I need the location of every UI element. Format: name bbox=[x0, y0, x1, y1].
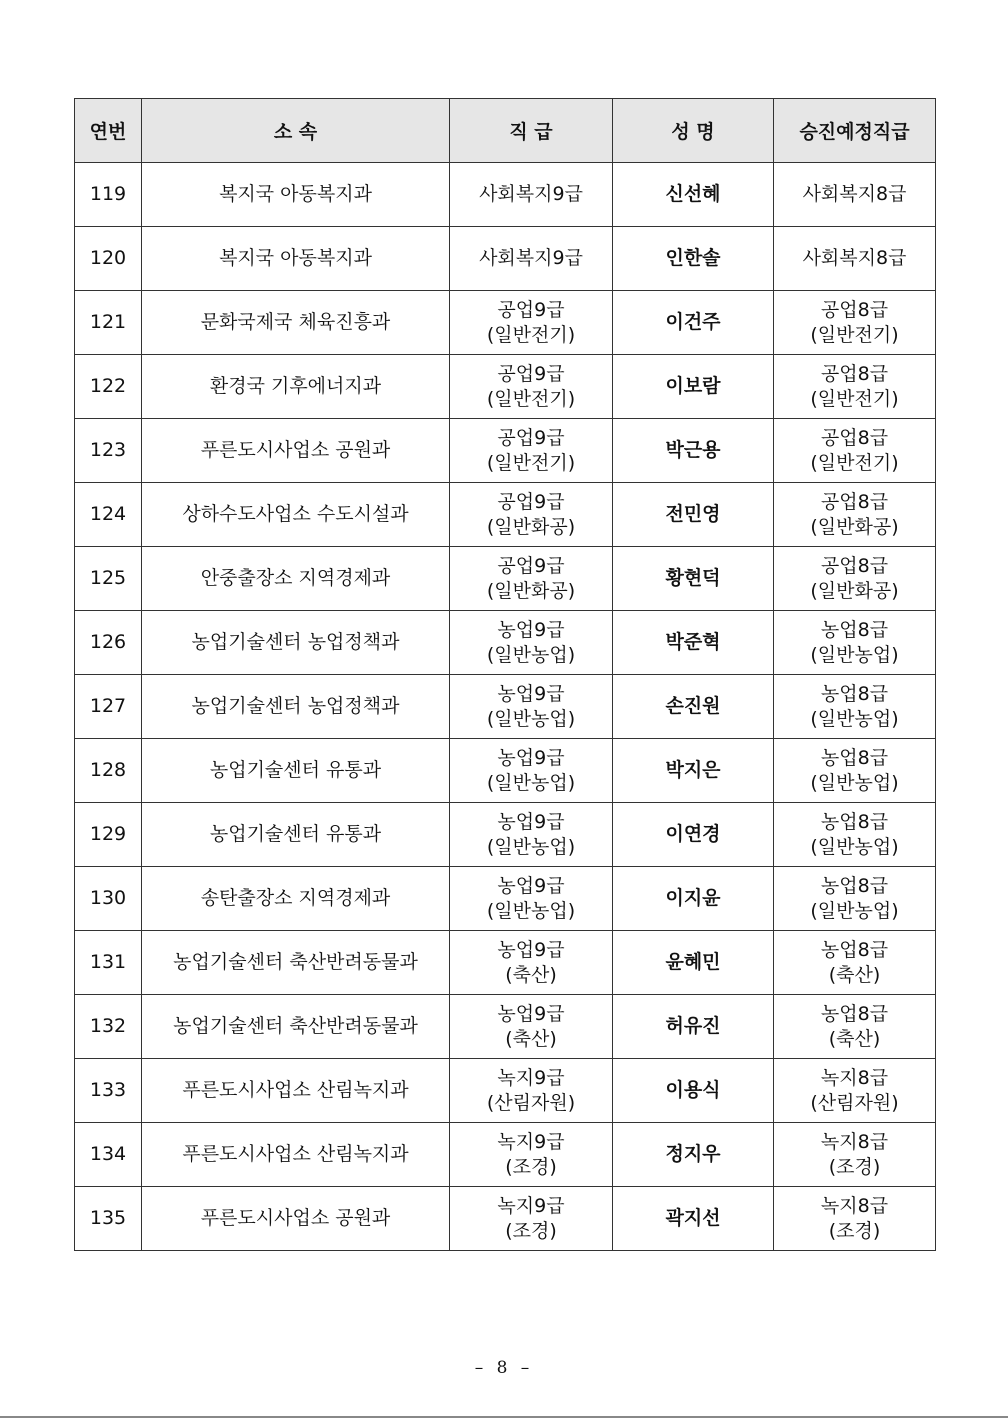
header-dept: 소 속 bbox=[142, 99, 450, 163]
table-row bbox=[75, 803, 936, 867]
cell-promo bbox=[774, 419, 936, 483]
cell-name: 윤혜민 bbox=[613, 931, 774, 995]
grade-line: 사회복지9급 bbox=[479, 183, 583, 205]
cell-name: 박지은 bbox=[613, 739, 774, 803]
promo-line: (일반화공) bbox=[810, 579, 899, 602]
promo-line: 사회복지8급 bbox=[802, 183, 907, 205]
grade-line: 농업9급 bbox=[497, 682, 565, 705]
cell-grade bbox=[450, 867, 613, 931]
cell-promo bbox=[774, 1123, 936, 1187]
cell-grade bbox=[450, 227, 613, 291]
grade-line: 공업9급 bbox=[497, 490, 565, 513]
grade-line: (축산) bbox=[505, 963, 557, 986]
grade-line: 농업9급 bbox=[497, 746, 565, 769]
cell-promo bbox=[774, 675, 936, 739]
promotion-table bbox=[74, 98, 936, 1251]
cell-name: 이지윤 bbox=[613, 867, 774, 931]
promo-line: 농업8급 bbox=[820, 682, 889, 705]
promo-line: (일반농업) bbox=[810, 835, 899, 858]
grade-line: 녹지9급 bbox=[497, 1066, 565, 1089]
cell-grade bbox=[450, 547, 613, 611]
cell-no: 135 bbox=[75, 1187, 142, 1251]
cell-no: 124 bbox=[75, 483, 142, 547]
promo-line: 농업8급 bbox=[820, 1002, 889, 1025]
grade-line: 공업9급 bbox=[497, 426, 565, 449]
cell-grade bbox=[450, 931, 613, 995]
cell-no: 125 bbox=[75, 547, 142, 611]
table-row bbox=[75, 931, 936, 995]
cell-no: 126 bbox=[75, 611, 142, 675]
header-no: 연번 bbox=[75, 99, 142, 163]
cell-grade bbox=[450, 675, 613, 739]
grade-line: 녹지9급 bbox=[497, 1194, 565, 1217]
cell-dept: 안중출장소 지역경제과 bbox=[142, 547, 450, 611]
cell-promo bbox=[774, 163, 936, 227]
table-row bbox=[75, 611, 936, 675]
promo-line: (조경) bbox=[828, 1219, 881, 1242]
promo-line: (일반전기) bbox=[810, 387, 899, 410]
promo-line: 농업8급 bbox=[820, 746, 889, 769]
promo-line: 공업8급 bbox=[820, 298, 889, 321]
cell-dept: 복지국 아동복지과 bbox=[142, 227, 450, 291]
grade-line: (산림자원) bbox=[486, 1091, 576, 1114]
cell-no: 122 bbox=[75, 355, 142, 419]
promo-line: 공업8급 bbox=[820, 426, 889, 449]
promo-line: 농업8급 bbox=[820, 874, 889, 897]
cell-name: 곽지선 bbox=[613, 1187, 774, 1251]
promo-line: (산림자원) bbox=[810, 1091, 899, 1114]
cell-dept: 농업기술센터 농업정책과 bbox=[142, 611, 450, 675]
grade-line: (조경) bbox=[505, 1155, 557, 1178]
cell-promo bbox=[774, 1059, 936, 1123]
table-row bbox=[75, 995, 936, 1059]
promo-line: 녹지8급 bbox=[820, 1194, 889, 1217]
cell-promo bbox=[774, 547, 936, 611]
grade-line: (일반전기) bbox=[486, 323, 576, 346]
grade-line: 녹지9급 bbox=[497, 1130, 565, 1153]
promo-line: (일반농업) bbox=[810, 643, 899, 666]
cell-dept: 농업기술센터 유통과 bbox=[142, 739, 450, 803]
cell-grade bbox=[450, 1187, 613, 1251]
grade-line: 농업9급 bbox=[497, 618, 565, 641]
cell-grade bbox=[450, 739, 613, 803]
cell-dept: 푸른도시사업소 산림녹지과 bbox=[142, 1059, 450, 1123]
cell-no: 127 bbox=[75, 675, 142, 739]
cell-grade bbox=[450, 163, 613, 227]
grade-line: 공업9급 bbox=[497, 554, 565, 577]
promo-line: 녹지8급 bbox=[820, 1066, 889, 1089]
table-row bbox=[75, 163, 936, 227]
promo-line: 농업8급 bbox=[820, 618, 889, 641]
cell-grade bbox=[450, 291, 613, 355]
promo-line: 농업8급 bbox=[820, 810, 889, 833]
cell-grade bbox=[450, 995, 613, 1059]
cell-dept: 푸른도시사업소 공원과 bbox=[142, 1187, 450, 1251]
cell-no: 123 bbox=[75, 419, 142, 483]
promo-line: (일반농업) bbox=[810, 707, 899, 730]
header-row bbox=[75, 99, 936, 163]
grade-line: (일반농업) bbox=[486, 899, 576, 922]
promo-line: 공업8급 bbox=[820, 362, 889, 385]
promo-line: (일반전기) bbox=[810, 451, 899, 474]
promo-line: (축산) bbox=[828, 1027, 881, 1050]
cell-no: 132 bbox=[75, 995, 142, 1059]
cell-no: 134 bbox=[75, 1123, 142, 1187]
promo-line: (일반화공) bbox=[810, 515, 899, 538]
page-number: – 8 – bbox=[474, 1358, 534, 1378]
grade-line: (일반농업) bbox=[486, 771, 576, 794]
cell-dept: 농업기술센터 유통과 bbox=[142, 803, 450, 867]
cell-name: 이용식 bbox=[613, 1059, 774, 1123]
cell-dept: 복지국 아동복지과 bbox=[142, 163, 450, 227]
cell-grade bbox=[450, 1059, 613, 1123]
grade-line: (일반전기) bbox=[486, 387, 576, 410]
grade-line: (일반농업) bbox=[486, 835, 576, 858]
cell-no: 130 bbox=[75, 867, 142, 931]
cell-name: 허유진 bbox=[613, 995, 774, 1059]
cell-name: 황현덕 bbox=[613, 547, 774, 611]
cell-dept: 푸른도시사업소 공원과 bbox=[142, 419, 450, 483]
table-row bbox=[75, 1123, 936, 1187]
cell-promo bbox=[774, 611, 936, 675]
cell-no: 128 bbox=[75, 739, 142, 803]
cell-promo bbox=[774, 1187, 936, 1251]
grade-line: 농업9급 bbox=[497, 874, 565, 897]
cell-name: 손진원 bbox=[613, 675, 774, 739]
cell-promo bbox=[774, 803, 936, 867]
promo-line: 공업8급 bbox=[820, 490, 889, 513]
promo-line: (일반농업) bbox=[810, 899, 899, 922]
table-row bbox=[75, 739, 936, 803]
cell-promo bbox=[774, 931, 936, 995]
cell-dept: 문화국제국 체육진흥과 bbox=[142, 291, 450, 355]
header-name: 성 명 bbox=[613, 99, 774, 163]
table-row bbox=[75, 1059, 936, 1123]
promo-line: (일반농업) bbox=[810, 771, 899, 794]
cell-promo bbox=[774, 995, 936, 1059]
cell-no: 133 bbox=[75, 1059, 142, 1123]
cell-name: 이연경 bbox=[613, 803, 774, 867]
promo-line: 사회복지8급 bbox=[802, 247, 907, 269]
cell-dept: 상하수도사업소 수도시설과 bbox=[142, 483, 450, 547]
table-row bbox=[75, 355, 936, 419]
grade-line: 공업9급 bbox=[497, 298, 565, 321]
grade-line: (일반화공) bbox=[486, 579, 576, 602]
grade-line: (일반전기) bbox=[486, 451, 576, 474]
cell-grade bbox=[450, 1123, 613, 1187]
bottom-rule bbox=[0, 1416, 1008, 1418]
promo-line: (조경) bbox=[828, 1155, 881, 1178]
grade-line: 농업9급 bbox=[497, 810, 565, 833]
cell-promo bbox=[774, 291, 936, 355]
cell-no: 119 bbox=[75, 163, 142, 227]
grade-line: 농업9급 bbox=[497, 938, 565, 961]
cell-no: 131 bbox=[75, 931, 142, 995]
cell-promo bbox=[774, 227, 936, 291]
cell-name: 신선혜 bbox=[613, 163, 774, 227]
grade-line: (일반화공) bbox=[486, 515, 576, 538]
table-row bbox=[75, 419, 936, 483]
cell-grade bbox=[450, 611, 613, 675]
cell-grade bbox=[450, 483, 613, 547]
cell-grade bbox=[450, 803, 613, 867]
table-row bbox=[75, 483, 936, 547]
cell-no: 120 bbox=[75, 227, 142, 291]
cell-dept: 농업기술센터 축산반려동물과 bbox=[142, 931, 450, 995]
cell-name: 이보람 bbox=[613, 355, 774, 419]
grade-line: (축산) bbox=[505, 1027, 557, 1050]
table-row bbox=[75, 547, 936, 611]
grade-line: (일반농업) bbox=[486, 707, 576, 730]
promo-line: 공업8급 bbox=[820, 554, 889, 577]
grade-line: 농업9급 bbox=[497, 1002, 565, 1025]
cell-name: 박준혁 bbox=[613, 611, 774, 675]
table-row bbox=[75, 675, 936, 739]
header-grade: 직 급 bbox=[450, 99, 613, 163]
promo-line: (축산) bbox=[828, 963, 881, 986]
cell-name: 정지우 bbox=[613, 1123, 774, 1187]
cell-promo bbox=[774, 483, 936, 547]
table-body bbox=[75, 163, 936, 1251]
grade-line: (일반농업) bbox=[486, 643, 576, 666]
cell-dept: 농업기술센터 축산반려동물과 bbox=[142, 995, 450, 1059]
grade-line: (조경) bbox=[505, 1219, 557, 1242]
cell-dept: 송탄출장소 지역경제과 bbox=[142, 867, 450, 931]
cell-promo bbox=[774, 355, 936, 419]
table-row bbox=[75, 1187, 936, 1251]
cell-dept: 푸른도시사업소 산림녹지과 bbox=[142, 1123, 450, 1187]
promo-line: (일반전기) bbox=[810, 323, 899, 346]
cell-name: 전민영 bbox=[613, 483, 774, 547]
cell-dept: 농업기술센터 농업정책과 bbox=[142, 675, 450, 739]
cell-no: 121 bbox=[75, 291, 142, 355]
table-row bbox=[75, 291, 936, 355]
cell-name: 박근용 bbox=[613, 419, 774, 483]
cell-grade bbox=[450, 419, 613, 483]
cell-grade bbox=[450, 355, 613, 419]
cell-promo bbox=[774, 739, 936, 803]
table-row bbox=[75, 227, 936, 291]
cell-dept: 환경국 기후에너지과 bbox=[142, 355, 450, 419]
table-row bbox=[75, 867, 936, 931]
grade-line: 사회복지9급 bbox=[479, 247, 583, 269]
promo-line: 농업8급 bbox=[820, 938, 889, 961]
cell-promo bbox=[774, 867, 936, 931]
header-promo: 승진예정직급 bbox=[774, 99, 936, 163]
grade-line: 공업9급 bbox=[497, 362, 565, 385]
cell-name: 이건주 bbox=[613, 291, 774, 355]
cell-name: 인한솔 bbox=[613, 227, 774, 291]
promo-line: 녹지8급 bbox=[820, 1130, 889, 1153]
cell-no: 129 bbox=[75, 803, 142, 867]
